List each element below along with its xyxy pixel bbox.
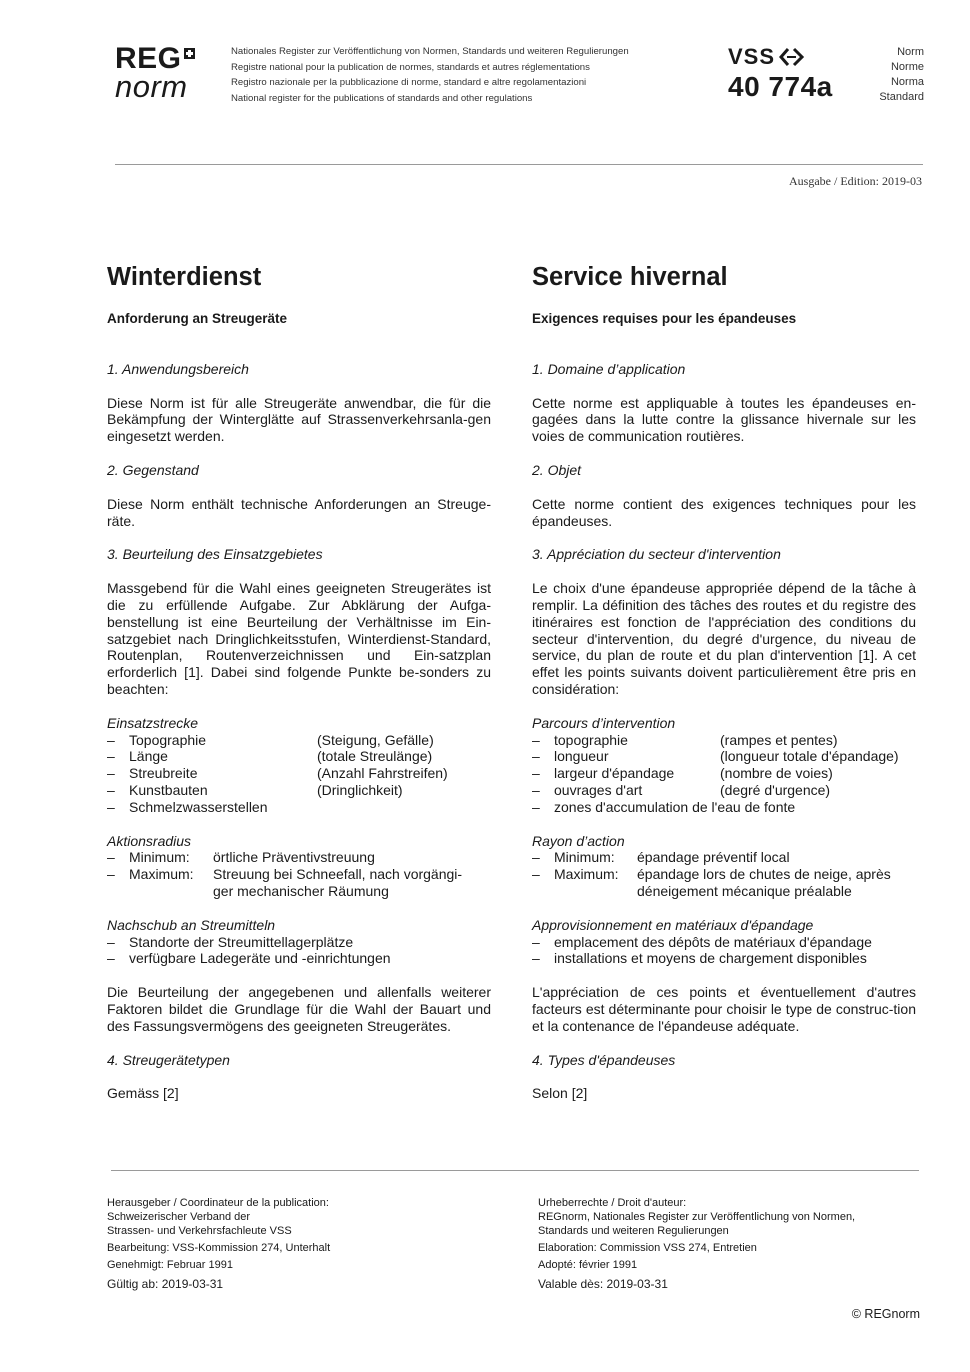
list-item-note: (Dringlichkeit) xyxy=(317,781,403,798)
footer-line: Urheberrechte / Droit d'auteur: xyxy=(538,1197,687,1209)
section-heading: 2. Objet xyxy=(532,461,582,478)
footer-line: Adopté: février 1991 xyxy=(538,1259,638,1271)
list-item-note: Streuung bei Schneefall, nach vorgängi-ger mechanischer Räumung xyxy=(213,866,463,899)
list-item: – verfügbare Ladegeräte und -einrichtungen xyxy=(107,950,391,967)
footer-valid-from: Gültig ab: 2019-03-31 xyxy=(107,1277,224,1291)
list-item-note: (longueur totale d'épandage) xyxy=(720,748,899,765)
list-item-term: Länge xyxy=(129,748,168,765)
list-item-text: Standorte der Streumittellagerplätze xyxy=(129,933,354,950)
list-item-text: verfügbare Ladegeräte und -einrichtungen xyxy=(129,950,391,967)
footer-valid-from: Valable dès: 2019-03-31 xyxy=(538,1277,668,1291)
page-title-de: Winterdienst xyxy=(107,263,262,291)
register-line-it: Registro nazionale per la pubblicazione di norme, standard e altre regolamentazioni xyxy=(231,77,587,88)
section-heading: 4. Streugerätetypen xyxy=(107,1051,230,1068)
list-heading: Einsatzstrecke xyxy=(107,714,199,731)
paragraph: Diese Norm ist für alle Streugeräte anwendbar, die für die Bekämpfung der Winterglätte auf Strassenverkehrsanla-gen eingesetzt werden. xyxy=(107,394,491,445)
list-item-term: Minimum: xyxy=(554,849,615,866)
list-item-note: épandage lors de chutes de neige, après déneigement mécanique préalable xyxy=(637,866,891,899)
norm-label-en: Standard xyxy=(879,91,924,103)
vss-logo xyxy=(728,44,833,70)
list-item-term: largeur d'épandage xyxy=(554,765,675,782)
list-item: – Länge (totale Streulänge) xyxy=(107,748,433,765)
list-item: – ouvrages d'art (degré d'urgence) xyxy=(532,781,831,798)
footer-line: REGnorm, Nationales Register zur Veröffentlichung von Normen, xyxy=(538,1211,856,1223)
list-heading: Approvisionnement en matériaux d'épandage xyxy=(532,916,814,933)
section-heading: 3. Appréciation du secteur d'intervention xyxy=(532,546,781,563)
list-item: – Maximum: épandage lors de chutes de neige, après déneigement mécanique préalable xyxy=(532,866,916,900)
list-item-term: Schmelzwasserstellen xyxy=(129,798,268,815)
list-item-term: longueur xyxy=(554,748,609,765)
paragraph: Gemäss [2] xyxy=(107,1085,179,1102)
list-item: – Minimum: épandage préventif local xyxy=(532,849,790,866)
list-item-term: Streubreite xyxy=(129,765,198,782)
paragraph: Diese Norm enthält technische Anforderungen an Streuge-räte. xyxy=(107,495,491,529)
list-item-term: ouvrages d'art xyxy=(554,781,643,798)
list-item: – Schmelzwasserstellen xyxy=(107,799,491,816)
paragraph: Cette norme est appliquable à toutes les épandeuses en-gagées dans la lutte contre la glissance hivernale sur les voies de communication routières. xyxy=(532,394,916,445)
register-description xyxy=(231,44,629,106)
list-heading: Nachschub an Streumitteln xyxy=(107,916,276,933)
parcours-list xyxy=(532,715,916,816)
section-heading: 2. Gegenstand xyxy=(107,461,199,478)
list-item-note: (Steigung, Gefälle) xyxy=(317,731,434,748)
footer-line: Schweizerischer Verband der xyxy=(107,1211,251,1223)
list-heading: Parcours d’intervention xyxy=(532,714,676,731)
list-item: – Topographie (Steigung, Gefälle) xyxy=(107,731,434,748)
list-item: – zones d'accumulation de l'eau de fonte xyxy=(532,798,796,815)
footer-publisher xyxy=(107,1196,330,1291)
page-title-fr: Service hivernal xyxy=(532,263,728,291)
list-item-note: örtliche Präventivstreuung xyxy=(213,849,375,866)
vss-logo-text: VSS xyxy=(728,44,776,69)
paragraph: Selon [2] xyxy=(532,1085,588,1102)
list-item: – Minimum: örtliche Präventivstreuung xyxy=(107,849,375,866)
norm-label-de: Norm xyxy=(897,46,924,58)
paragraph: Le choix d'une épandeuse appropriée dépend de la tâche à remplir. La définition des tâches des routes et du registre des itinéraires est fonction de l'appréciation des conditions du secteur d'intervention, du degré d'urgence, du niveau de service, du plan de route et du plan d'intervention [1]. A cet effet les points suivants doivent particulièrement être pris en considération: xyxy=(532,580,916,697)
subtitle-de: Anforderung an Streugeräte xyxy=(107,311,288,326)
list-item: – Kunstbauten (Dringlichkeit) xyxy=(107,781,403,798)
list-item: – topographie (rampes et pentes) xyxy=(532,731,838,748)
radius-list xyxy=(107,833,491,900)
logo-norm-text: norm xyxy=(115,69,188,104)
norm-label-fr: Norme xyxy=(890,61,924,73)
nachschub-list xyxy=(107,917,491,967)
vss-norm-id xyxy=(728,44,833,103)
footer-line: Standards und weiteren Regulierungen xyxy=(538,1225,729,1237)
header-divider xyxy=(115,164,923,165)
list-heading: Rayon d’action xyxy=(532,832,625,849)
subtitle-fr: Exigences requises pour les épandeuses xyxy=(532,311,797,326)
register-line-fr: Registre national pour la publication de normes, standards et autres réglementations xyxy=(231,61,590,73)
list-item-note: (nombre de voies) xyxy=(720,765,833,782)
footer-line: Elaboration: Commission VSS 274, Entretien xyxy=(538,1242,757,1254)
paragraph: L'appréciation de ces points et éventuellement d'autres facteurs est déterminante pour choisir le type de construc-tion et la contenance de l'épandeuse adéquate. xyxy=(532,984,916,1034)
paragraph: Die Beurteilung der angegebenen und allenfalls weiterer Faktoren bildet die Grundlage für die Wahl der Bauart und des Fassungsvermögens des geeigneten Streugerätes. xyxy=(107,984,491,1034)
register-line-en: National register for the publications of standards and other regulations xyxy=(231,92,533,104)
french-column xyxy=(532,262,916,1102)
list-item-note: (Anzahl Fahrstreifen) xyxy=(317,765,448,782)
list-item-text: emplacement des dépôts de matériaux d'épandage xyxy=(554,933,872,950)
list-item: – longueur (longueur totale d'épandage) xyxy=(532,748,899,765)
register-line-de: Nationales Register zur Veröffentlichung von Normen, Standards und weiteren Regulierungen xyxy=(231,46,629,57)
list-item-note: (degré d'urgence) xyxy=(720,781,831,798)
list-item: – installations et moyens de chargement disponibles xyxy=(532,950,867,967)
footer-copyright xyxy=(538,1196,855,1291)
list-item-term: Minimum: xyxy=(129,849,190,866)
list-item: – Maximum: Streuung bei Schneefall, nach vorgängi-ger mechanischer Räumung xyxy=(107,866,491,900)
paragraph: Massgebend für die Wahl eines geeigneten Streugerätes ist die zu erfüllende Aufgabe. Zur Abklärung der Aufga-benstellung ist eine Beurteilung der Verhältnisse im Ein-satzgebiet nach Dringlichkeitsstufen, Winterdienst-Standard, Routenplan, Routenverzeichnissen und Ein-satzplan erforderlich [1]. Dabei sind folgende Punkte be-sonders zu beachten: xyxy=(107,580,491,697)
list-item-term: Topographie xyxy=(129,731,207,748)
edition-label: Ausgabe / Edition: 2019-03 xyxy=(789,174,922,188)
list-item: – largeur d'épandage (nombre de voies) xyxy=(532,765,833,782)
list-item: – Streubreite (Anzahl Fahrstreifen) xyxy=(107,765,448,782)
list-heading: Aktionsradius xyxy=(107,832,192,849)
einsatz-list xyxy=(107,715,491,816)
footer-line: Herausgeber / Coordinateur de la publication: xyxy=(107,1197,329,1209)
list-item-note: (rampes et pentes) xyxy=(720,731,838,748)
norm-label-it: Norma xyxy=(890,76,924,88)
list-item-term: topographie xyxy=(554,731,628,748)
footer-divider xyxy=(111,1170,919,1171)
section-heading: 3. Beurteilung des Einsatzgebietes xyxy=(107,546,323,563)
german-column xyxy=(107,262,491,1102)
footer-line: Strassen- und Verkehrsfachleute VSS xyxy=(107,1225,292,1237)
copyright-notice: © REGnorm xyxy=(851,1307,920,1321)
list-item-term: Maximum: xyxy=(129,866,194,883)
section-heading: 4. Types d'épandeuses xyxy=(532,1051,676,1068)
section-heading: 1. Anwendungsbereich xyxy=(107,360,249,377)
approvisionnement-list xyxy=(532,917,916,967)
list-item: – emplacement des dépôts de matériaux d'épandage xyxy=(532,933,872,950)
list-item-term: zones d'accumulation de l'eau de fonte xyxy=(554,798,796,815)
section-heading: 1. Domaine d’application xyxy=(532,360,686,377)
footer-line: Bearbeitung: VSS-Kommission 274, Unterhalt xyxy=(107,1242,331,1254)
list-item-note: épandage préventif local xyxy=(637,849,790,866)
rayon-list xyxy=(532,833,916,900)
regnorm-logo xyxy=(115,44,215,102)
footer-line: Genehmigt: Februar 1991 xyxy=(107,1259,233,1271)
list-item-term: Kunstbauten xyxy=(129,781,208,798)
norm-labels xyxy=(879,45,924,105)
logo-reg-text: REG xyxy=(115,42,182,75)
vss-chevron-icon xyxy=(778,46,806,68)
norm-number: 40 774a xyxy=(728,71,833,102)
list-item-term: Maximum: xyxy=(554,866,619,883)
list-item-text: installations et moyens de chargement disponibles xyxy=(554,950,867,967)
swiss-cross-icon xyxy=(184,48,195,59)
list-item: – Standorte der Streumittellagerplätze xyxy=(107,933,354,950)
list-item-note: (totale Streulänge) xyxy=(317,748,433,765)
paragraph: Cette norme contient des exigences techniques pour les épandeuses. xyxy=(532,495,916,529)
